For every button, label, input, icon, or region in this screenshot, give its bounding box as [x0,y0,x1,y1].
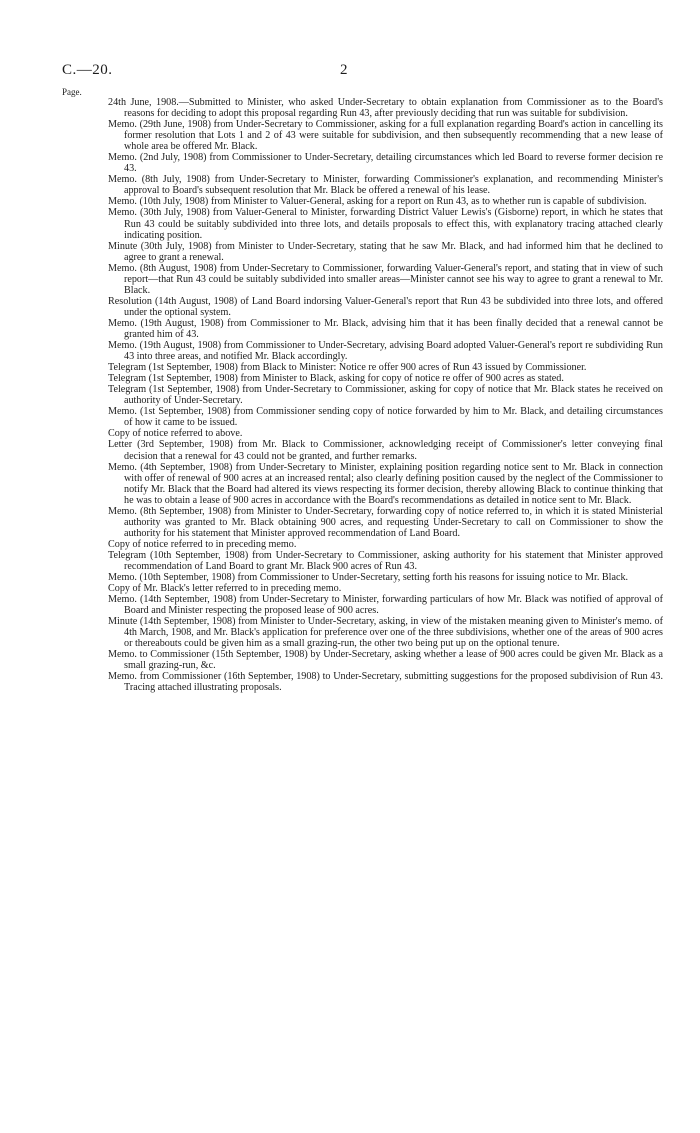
correspondence-entry: Telegram (10th September, 1908) from Under-Secretary to Commissioner, asking authority for his statement that Minister approved recommendation of Land Board to grant Mr. Black 900 acres of Run 43. [108,549,663,572]
correspondence-entry: Memo. (29th June, 1908) from Under-Secretary to Commissioner, asking for a full explanation regarding Board's action in cancelling its former resolution that Lots 1 and 2 of 43 were suitable for subdivision, and then subsequently recommending that a new lease of whole area be offered Mr. Black. [108,119,663,153]
correspondence-entry: Memo. to Commissioner (15th September, 1908) by Under-Secretary, asking whether a lease of 900 acres could be given Mr. Black as a small grazing-run, &c. [108,649,663,672]
correspondence-entry: Copy of notice referred to in preceding memo. [108,538,297,550]
page-column-label: Page. [62,87,82,97]
correspondence-entry: 24th June, 1908.—Submitted to Minister, who asked Under-Secretary to obtain explanation from Commissioner as to the Board's reasons for deciding to adopt this proposal regarding Run 43, after previously deciding that run was suitable for subdivision. [108,97,663,120]
correspondence-entry: Memo. (8th July, 1908) from Under-Secretary to Minister, forwarding Commissioner's explanation, and recommending Minister's approval to Board's subsequent resolution that Mr. Black be offered a renewal of his lease. [108,174,663,197]
correspondence-entry: Memo. (10th September, 1908) from Commissioner to Under-Secretary, setting forth his reasons for issuing notice to Mr. Black. [108,572,629,584]
correspondence-entry: Minute (14th September, 1908) from Minister to Under-Secretary, asking, in view of the mistaken meaning given to Minister's memo. of 4th March, 1908, and Mr. Black's application for preference over one of the three subdivisions, whether one of the areas of 900 acres or thereabouts could be given him as a small grazing-run, the other two being put up on the optional tenure. [108,616,663,650]
correspondence-entry: Letter (3rd September, 1908) from Mr. Black to Commissioner, acknowledging receipt of Commissioner's letter conveying final decision that a renewal for 43 could not be granted, and further remarks. [108,439,663,462]
correspondence-entry: Memo. (2nd July, 1908) from Commissioner to Under-Secretary, detailing circumstances which led Board to reverse former decision re 43. [108,152,663,175]
correspondence-entry: Telegram (1st September, 1908) from Under-Secretary to Commissioner, asking for copy of notice that Mr. Black states he received on authority of Under-Secretary. [108,384,663,407]
correspondence-entry: Resolution (14th August, 1908) of Land Board indorsing Valuer-General's report that Run 43 be subdivided into three lots, and offered under the optional system. [108,295,663,318]
correspondence-entry: Copy of Mr. Black's letter referred to in preceding memo. [108,583,342,595]
correspondence-entry: Telegram (1st September, 1908) from Minister to Black, asking for copy of notice re offer of 900 acres as stated. [108,373,564,385]
page-number: 2 [340,62,348,78]
correspondence-entry: Memo. (1st September, 1908) from Commissioner sending copy of notice forwarded by him to Mr. Black, and detailing circumstances of how it came to be issued. [108,406,663,429]
correspondence-entry: Minute (30th July, 1908) from Minister to Under-Secretary, stating that he saw Mr. Black, and had informed him that he declined to agree to grant a renewal. [108,240,663,263]
correspondence-entry: Memo. (19th August, 1908) from Commissioner to Mr. Black, advising him that it has been finally decided that a renewal cannot be granted him of 43. [108,317,663,340]
correspondence-entry: Memo. (14th September, 1908) from Under-Secretary to Minister, forwarding particulars of how Mr. Black was notified of approval of Board and Minister respecting the proposed lease of 900 acres. [108,594,663,617]
correspondence-list [108,97,663,694]
correspondence-entry: Memo. (4th September, 1908) from Under-Secretary to Minister, explaining position regarding notice sent to Mr. Black in connection with offer of renewal of 900 acres at an increased rental; also clearly defining position caused by the neglect of the Commissioner to notify Mr. Black that the Board had altered its views respecting its former decision, thereby allowing Black to continue thinking that he was to obtain a lease of 900 acres in accordance with the Board's recommendations as detailed in notice sent to Mr. Black. [108,461,663,506]
correspondence-entry: Memo. (10th July, 1908) from Minister to Valuer-General, asking for a report on Run 43, as to whether run is capable of subdivision. [108,196,647,208]
correspondence-entry: Copy of notice referred to above. [108,428,243,440]
document-reference: C.—20. [62,62,113,78]
correspondence-entry: Memo. (19th August, 1908) from Commissioner to Under-Secretary, advising Board adopted Valuer-General's report re subdividing Run 43 into three areas, and notified Mr. Black accordingly. [108,340,663,363]
correspondence-entry: Memo. from Commissioner (16th September, 1908) to Under-Secretary, submitting suggestions for the proposed subdivision of Run 43. Tracing attached illustrating proposals. [108,671,663,694]
correspondence-entry: Telegram (1st September, 1908) from Black to Minister: Notice re offer 900 acres of Run 43 issued by Commissioner. [108,362,587,374]
correspondence-entry: Memo. (8th September, 1908) from Minister to Under-Secretary, forwarding copy of notice referred to, in which it is stated Ministerial authority was granted to Mr. Black obtaining 900 acres, and requesting Under-Secretary to call on Commissioner to show the authority for his statement that Minister approved recommendation of Land Board. [108,505,663,539]
correspondence-entry: Memo. (30th July, 1908) from Valuer-General to Minister, forwarding District Valuer Lewis's (Gisborne) report, in which he states that Run 43 could be suitably subdivided into three lots, and details proposals to effect this, with explanatory tracing attached clearly indicating position. [108,207,663,241]
correspondence-entry: Memo. (8th August, 1908) from Under-Secretary to Commissioner, forwarding Valuer-General's report, and stating that in view of such report—that Run 43 could be suitably subdivided into smaller areas—Minister cannot see his way to agree to grant a renewal to Mr. Black. [108,262,663,296]
